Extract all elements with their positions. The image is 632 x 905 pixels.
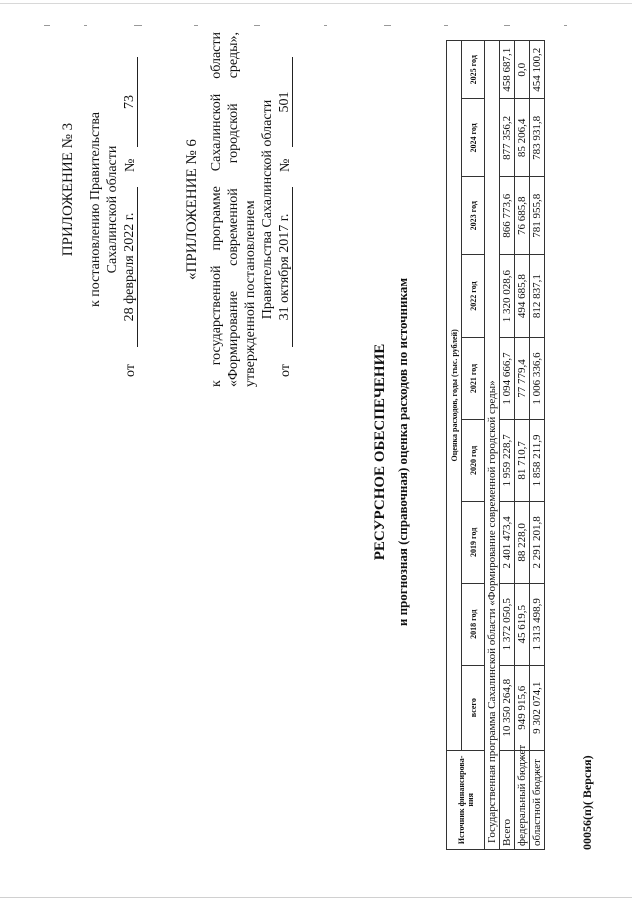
- table-cell: 1 858 211,9: [530, 419, 545, 501]
- footer-version: 00056(п)( Версия): [580, 755, 594, 850]
- table-header-row-1: [447, 41, 462, 850]
- appendix-3-block: [60, 32, 140, 387]
- table-cell: 1 094 666,7: [500, 338, 515, 420]
- appendix-3-from-label: от: [123, 364, 138, 377]
- appendix-6-block: [184, 32, 295, 387]
- document-title: РЕСУРСНОЕ ОБЕСПЕЧЕНИЕ: [372, 343, 388, 561]
- table-cell: 866 773,6: [500, 177, 515, 255]
- table-cell: 1 959 228,7: [500, 419, 515, 501]
- column-header: 2024 год: [462, 99, 485, 177]
- row-source: Всего: [500, 750, 515, 849]
- table-row-total: [500, 41, 515, 850]
- appendix-6-date: 31 октября 2017 г.: [276, 187, 293, 347]
- column-header: 2022 год: [462, 255, 485, 338]
- table-cell: 494 685,8: [515, 255, 530, 338]
- table-header-row-2: [462, 41, 485, 850]
- row-source: областной бюджет: [530, 750, 545, 849]
- table-cell: 0,0: [515, 41, 530, 100]
- table-cell: 1 313 498,9: [530, 583, 545, 665]
- table-cell: 45 619,5: [515, 583, 530, 665]
- table-cell: 10 350 264,8: [500, 665, 515, 750]
- table-cell: 454 100,2: [530, 41, 545, 100]
- appendix-3-date: 28 февраля 2022 г.: [121, 187, 138, 347]
- table-row-federal: [515, 41, 530, 850]
- column-header: 2018 год: [462, 583, 485, 665]
- table-cell: 85 206,4: [515, 99, 530, 177]
- table-cell: 781 955,8: [530, 177, 545, 255]
- row-source: федеральный бюджет: [515, 750, 530, 849]
- table-cell: 76 685,8: [515, 177, 530, 255]
- table-cell: 1 320 028,6: [500, 255, 515, 338]
- scan-edge-top: [0, 3, 632, 4]
- appendix-3-line2: Сахалинской области: [105, 145, 120, 274]
- table-cell: 1 372 050,5: [500, 583, 515, 665]
- scan-edge-marks: [24, 20, 614, 30]
- column-header: 2019 год: [462, 501, 485, 583]
- document-subtitle: и прогнозная (справочная) оценка расходов по источникам: [395, 277, 410, 627]
- table-cell: 877 356,2: [500, 99, 515, 177]
- program-name: Государственная программа Сахалинской области «Формирование современной городской среды»: [485, 41, 500, 850]
- source-column-header: Источник финансирова-ния: [447, 750, 485, 849]
- table-cell: 2 401 473,4: [500, 501, 515, 583]
- table-cell: 1 006 336,6: [530, 338, 545, 420]
- table-cell: 81 710,7: [515, 419, 530, 501]
- appendix-6-date-line: [276, 32, 295, 387]
- column-header: 2023 год: [462, 177, 485, 255]
- table-cell: 9 302 074,1: [530, 665, 545, 750]
- appendix-3-number: 73: [121, 57, 138, 147]
- appendix-3-line1: к постановлению Правительства: [88, 111, 103, 308]
- table-cell: 77 779,4: [515, 338, 530, 420]
- column-header: 2025 год: [462, 41, 485, 100]
- table-cell: 458 687,1: [500, 41, 515, 100]
- expense-group-header: Оценка расходов, годы (тыс. рублей): [447, 41, 462, 751]
- column-header: 2020 год: [462, 419, 485, 501]
- appendix-6-text: к государственной программе Сахалинской области «Формирование современной городской среды», утвержденной постановлением: [209, 32, 258, 387]
- table-cell: 783 931,8: [530, 99, 545, 177]
- scan-edge-bottom: [0, 897, 632, 898]
- document-page: [16, 12, 616, 892]
- table-cell: 2 291 201,8: [530, 501, 545, 583]
- program-row: [485, 41, 500, 850]
- table-cell: 812 837,1: [530, 255, 545, 338]
- resources-table: [446, 40, 545, 850]
- table-row-regional: [530, 41, 545, 850]
- rotated-document: [16, 12, 616, 892]
- appendix-6-number: 501: [276, 57, 293, 147]
- appendix-3-num-label: №: [123, 158, 138, 172]
- table-cell: 949 915,6: [515, 665, 530, 750]
- appendix-6-title: «ПРИЛОЖЕНИЕ № 6: [184, 139, 200, 280]
- appendix-6-num-label: №: [278, 158, 293, 172]
- table-cell: 88 228,0: [515, 501, 530, 583]
- appendix-6-line-center: Правительства Сахалинской области: [260, 99, 275, 320]
- column-header: всего: [462, 665, 485, 750]
- column-header: 2021 год: [462, 338, 485, 420]
- appendix-3-date-line: [121, 32, 140, 387]
- appendix-3-title: ПРИЛОЖЕНИЕ № 3: [60, 122, 76, 257]
- appendix-6-from-label: от: [278, 364, 293, 377]
